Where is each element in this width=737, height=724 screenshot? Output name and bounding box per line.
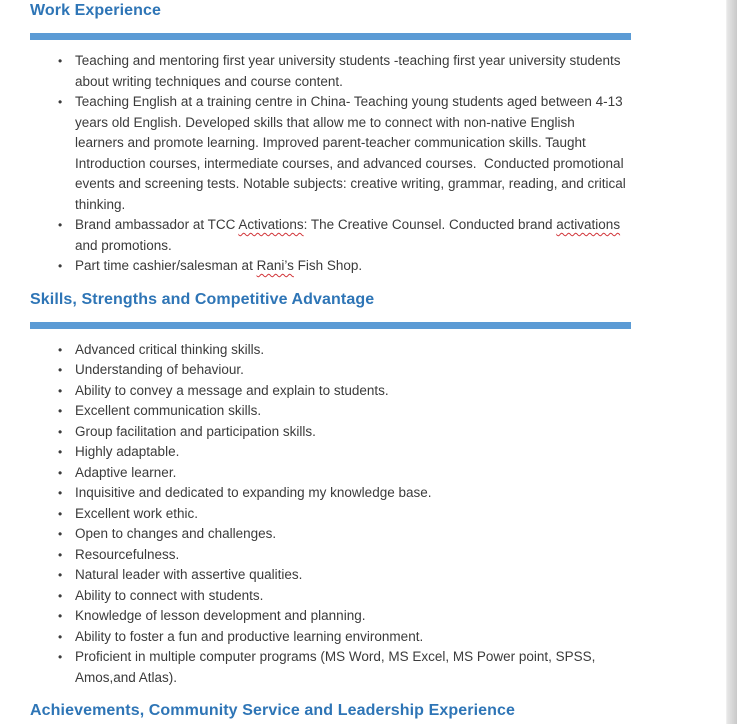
bullet-text [75,506,198,521]
document-page [30,1,631,721]
misspelled-word: Activations [238,217,304,232]
text-run: Ability to connect with students. [75,587,264,603]
bullet-text [75,383,389,398]
text-run: Advanced critical thinking skills. [75,341,265,357]
bullet-text [75,403,261,418]
bullet-text [75,424,316,439]
misspelled-word: activations [556,217,621,232]
document-section [30,1,631,277]
section-underline-bar [30,33,631,40]
bullet-item [30,381,627,402]
bullet-item [30,340,627,361]
section-underline-bar [30,322,631,329]
document-section [30,701,631,721]
text-run: and promotions. [75,217,624,253]
text-run: Part time cashier/salesman at [75,258,257,273]
text-run: Excellent communication skills. [75,403,262,418]
text-run: : The Creative Counsel. Conducted brand [303,217,557,232]
bullet-item [30,422,627,443]
scrollbar-track[interactable] [726,0,737,724]
bullet-item [30,606,627,627]
bullet-text [75,608,365,623]
bullet-list [30,51,631,277]
bullet-text [75,567,302,582]
text-run: Excellent work ethic. [75,505,199,521]
bullet-text [75,547,179,562]
section-heading: Achievements, Community Service and Leadership Experience [30,702,515,719]
bullet-text [75,629,423,644]
bullet-item [30,463,627,484]
text-run: Understanding of behaviour. [75,362,244,377]
section-heading: Work Experience [30,2,162,19]
text-run: Resourcefulness. [75,546,180,562]
text-run: Fish Shop. [293,258,363,273]
bullet-text [75,465,176,480]
bullet-item [30,586,627,607]
bullet-item [30,524,627,545]
text-run: Proficient in multiple computer programs (MS Word, MS Excel, MS Power point, SPSS, Amos,and Atlas). [75,649,599,685]
text-run: Ability to convey a message and explain to students. [75,382,389,398]
bullet-item [30,256,627,277]
text-run: Knowledge of lesson development and planning. [75,608,366,623]
text-run: Brand ambassador at TCC [75,217,239,232]
bullet-item [30,215,627,256]
bullet-item [30,360,627,381]
bullet-list [30,340,631,689]
bullet-text [75,94,630,212]
bullet-item [30,627,627,648]
misspelled-word: Rani’s [256,258,294,273]
section-heading: Skills, Strengths and Competitive Advantage [30,290,375,308]
text-run: Adaptive learner. [75,464,177,480]
bullet-text [75,485,432,500]
bullet-item [30,647,627,688]
bullet-item [30,504,627,525]
text-run: Open to changes and challenges. [75,526,277,541]
bullet-text [75,53,624,89]
text-run: Group facilitation and participation skills. [75,423,316,439]
text-run: Highly adaptable. [75,444,180,459]
bullet-item [30,565,627,586]
text-run: Teaching English at a training centre in China- Teaching young students aged between 4-13 years old English. Developed skills that allow me to connect with non-native English learners and promote learning. Improved parent-teacher communication skills. Taught Introduction courses, intermediate courses, and advanced courses. Conducted promotional events and screening tests. Notable subjects: creative writing, grammar, reading, and critical thinking. [75,94,630,212]
bullet-item [30,545,627,566]
text-run: Teaching and mentoring first year university students -teaching first year university students about writing techniques and course content. [75,53,625,89]
bullet-text [75,444,179,459]
bullet-item [30,442,627,463]
document-section [30,290,631,689]
bullet-text [75,362,244,377]
bullet-item [30,92,630,215]
text-run: Ability to foster a fun and productive learning environment. [75,628,424,644]
bullet-item [30,51,627,92]
bullet-item [30,483,627,504]
bullet-text [75,649,598,685]
bullet-text [75,342,264,357]
text-run: Natural leader with assertive qualities. [75,567,303,582]
bullet-text [75,588,263,603]
bullet-item [30,401,627,422]
bullet-text [75,258,362,273]
bullet-text [75,217,624,253]
bullet-text [75,526,276,541]
text-run: Inquisitive and dedicated to expanding my knowledge base. [75,485,432,500]
